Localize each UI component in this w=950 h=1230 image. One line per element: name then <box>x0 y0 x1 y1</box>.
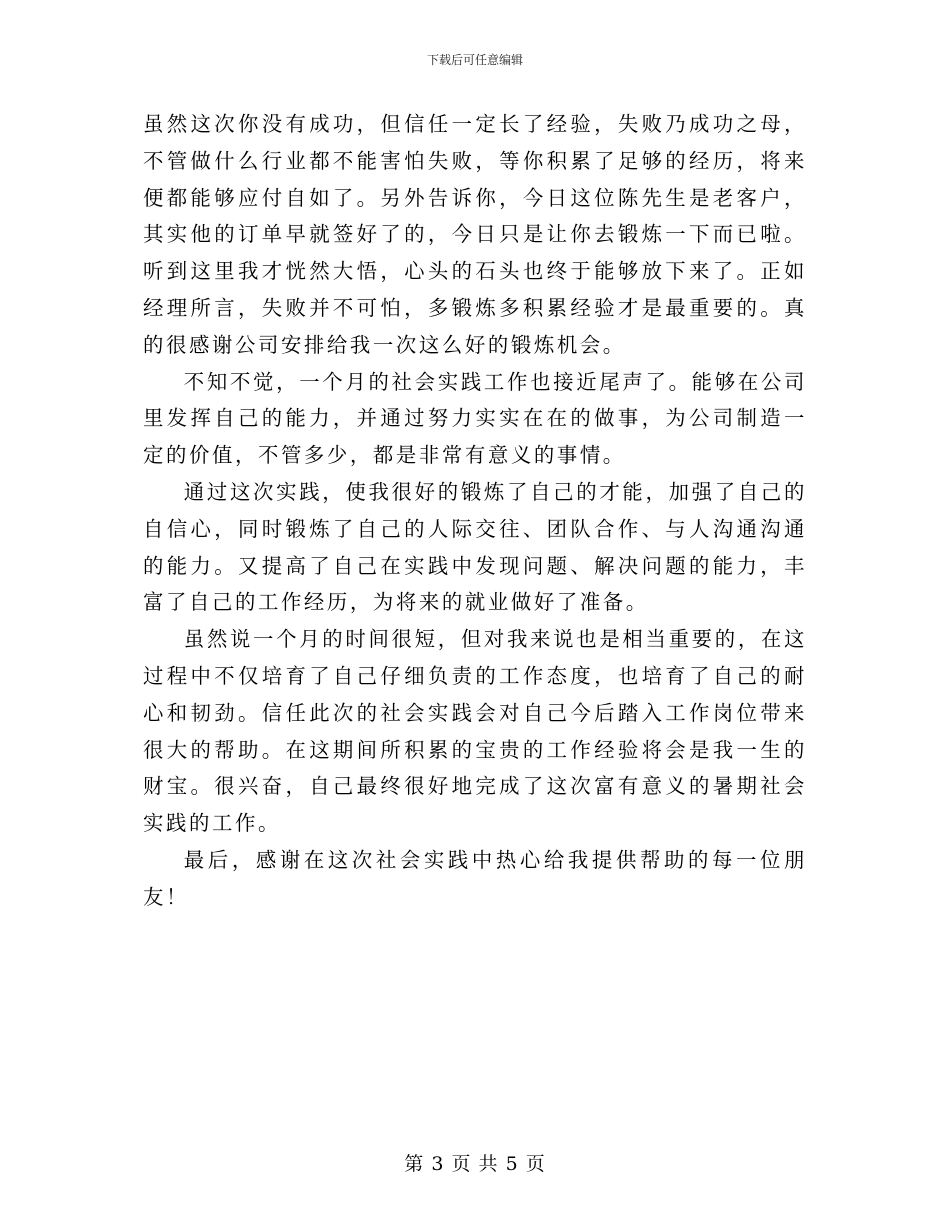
document-body <box>143 106 807 916</box>
page-suffix: 页 <box>525 1153 546 1175</box>
paragraph-4: 虽然说一个月的时间很短，但对我来说也是相当重要的，在这过程中不仅培育了自己仔细负责的工作态度，也培育了自己的耐心和韧劲。信任此次的社会实践会对自己今后踏入工作岗位带来很大的帮助。在这期间所积累的宝贵的工作经验将会是我一生的财宝。很兴奋，自己最终很好地完成了这次富有意义的暑期社会实践的工作。 <box>143 627 807 836</box>
page-footer <box>0 1152 950 1176</box>
page-total-number: 5 <box>505 1153 519 1175</box>
paragraph-2: 不知不觉，一个月的社会实践工作也接近尾声了。能够在公司里发挥自己的能力，并通过努力实实在在的做事，为公司制造一定的价值，不管多少，都是非常有意义的事情。 <box>143 369 807 468</box>
page-prefix: 第 <box>404 1153 425 1175</box>
paragraph-1: 虽然这次你没有成功，但信任一定长了经验，失败乃成功之母，不管做什么行业都不能害怕失败，等你积累了足够的经历，将来便都能够应付自如了。另外告诉你，今日这位陈先生是老客户，其实他的订单早就签好了的，今日只是让你去锻炼一下而已啦。听到这里我才恍然大悟，心头的石头也终于能够放下来了。正如经理所言，失败并不可怕，多锻炼多积累经验才是最重要的。真的很感谢公司安排给我一次这么好的锻炼机会。 <box>143 112 807 357</box>
paragraph-3: 通过这次实践，使我很好的锻炼了自己的才能，加强了自己的自信心，同时锻炼了自己的人际交往、团队合作、与人沟通沟通的能力。又提高了自己在实践中发现问题、解决问题的能力，丰富了自己的工作经历，为将来的就业做好了准备。 <box>143 479 807 615</box>
page-header: 下载后可任意编辑 <box>426 53 523 67</box>
page-current-number: 3 <box>431 1153 445 1175</box>
page-mid: 页 共 <box>451 1153 499 1175</box>
paragraph-5: 最后，感谢在这次社会实践中热心给我提供帮助的每一位朋友！ <box>143 847 807 909</box>
